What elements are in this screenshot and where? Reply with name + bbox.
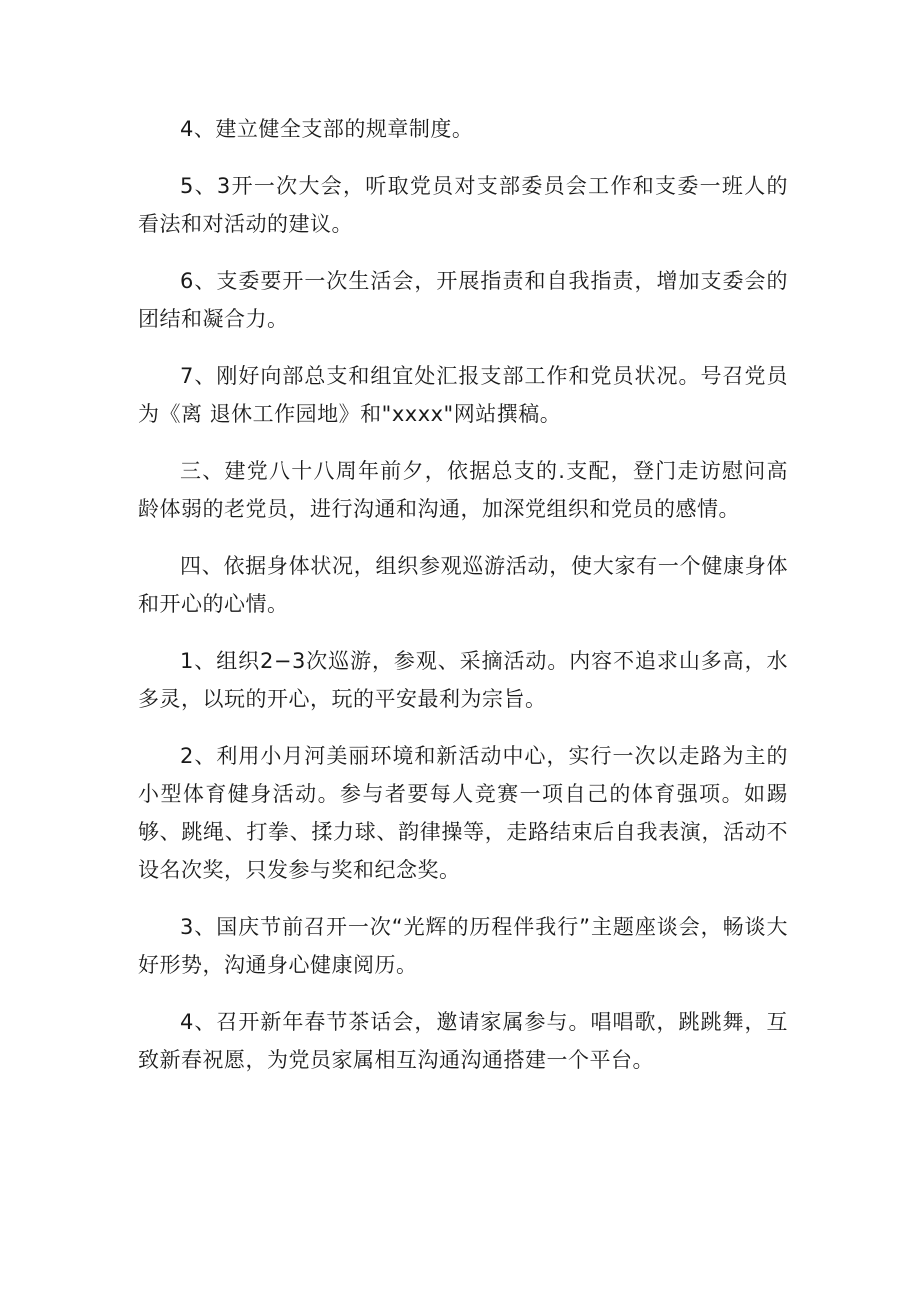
paragraph-item-3-forum: 3、国庆节前召开一次“光辉的历程伴我行”主题座谈会，畅谈大好形势，沟通身心健康阅历。 xyxy=(138,915,788,977)
paragraph-section-4-tour: 四、依据身体状况，组织参观巡游活动，使大家有一个健康身体和开心的心情。 xyxy=(138,554,788,616)
paragraph-item-1-trips: 1、组织2−3次巡游，参观、采摘活动。内容不追求山多高，水多灵，以玩的开心，玩的平安最利为宗旨。 xyxy=(138,649,788,711)
paragraph-section-3-visit: 三、建党八十八周年前夕，依据总支的.支配，登门走访慰问高龄体弱的老党员，进行沟通和沟通，加深党组织和党员的感情。 xyxy=(138,459,788,521)
paragraph-item-4-rules: 4、建立健全支部的规章制度。 xyxy=(180,117,474,141)
paragraph-item-6-life-meeting: 6、支委要开一次生活会，开展指责和自我指责，增加支委会的团结和凝合力。 xyxy=(138,269,788,331)
paragraph-item-5-meeting: 5、3开一次大会，听取党员对支部委员会工作和支委一班人的看法和对活动的建议。 xyxy=(138,174,788,236)
paragraph-item-7-report: 7、刚好向部总支和组宜处汇报支部工作和党员状况。号召党员为《离 退休工作园地》和"xxxx"网站撰稿。 xyxy=(138,364,788,426)
paragraph-item-4-tea-party: 4、召开新年春节茶话会，邀请家属参与。唱唱歌，跳跳舞，互致新春祝愿，为党员家属相互沟通沟通搭建一个平台。 xyxy=(138,1010,788,1072)
document-body xyxy=(138,110,788,1098)
paragraph-item-2-fitness: 2、利用小月河美丽环境和新活动中心，实行一次以走路为主的小型体育健身活动。参与者要每人竞赛一项自己的体育强项。如踢够、跳绳、打拳、揉力球、韵律操等，走路结束后自我表演，活动不设名次奖，只发参与奖和纪念奖。 xyxy=(138,744,788,882)
